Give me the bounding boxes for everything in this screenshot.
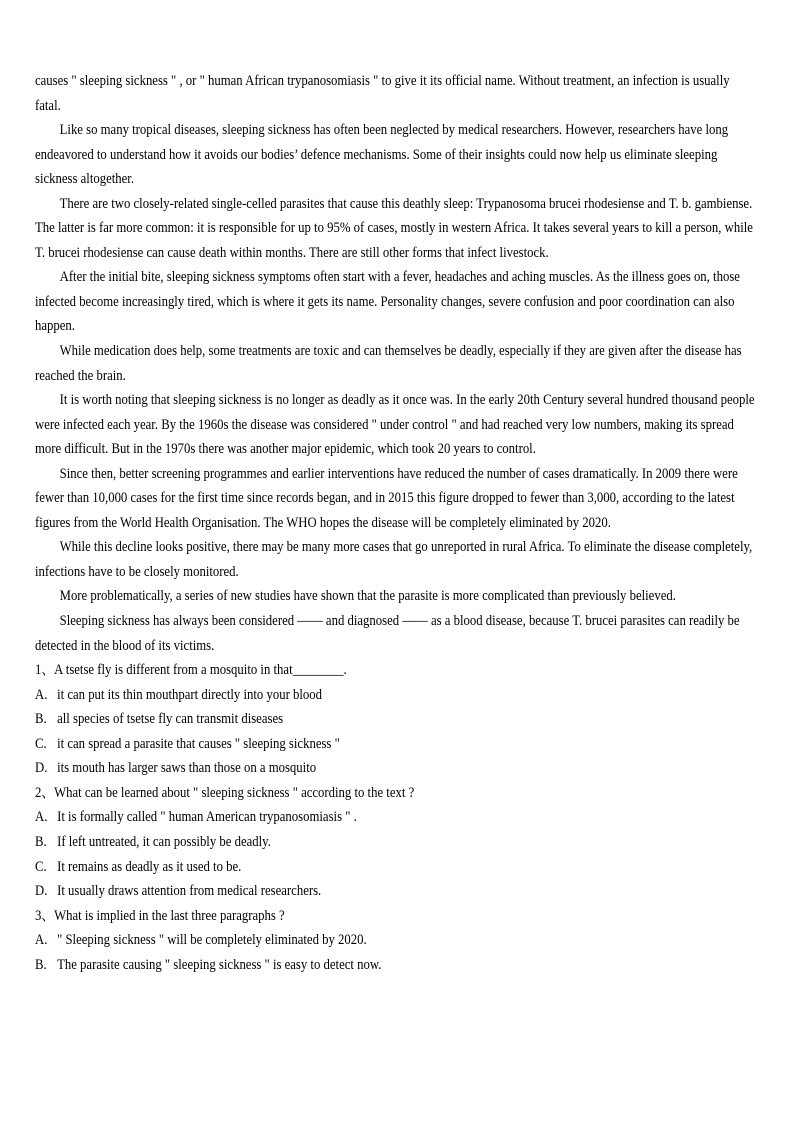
option-letter: A. [35, 809, 48, 826]
article-paragraph: causes " sleeping sickness " , or " human African trypanosomiasis " to give it its official name. Without treatment, an infection is usually fatal. [35, 73, 730, 114]
option-letter: A. [35, 932, 48, 949]
article-paragraph: While this decline looks positive, there may be many more cases that go unreported in rural Africa. To eliminate the disease completely, infections have to be closely monitored. [35, 539, 753, 580]
reading-passage [35, 69, 757, 977]
question-option [35, 732, 757, 757]
question-prompt: 1、A tsetse fly is different from a mosquito in that________. [35, 662, 347, 679]
option-text: It is formally called " human American trypanosomiasis " . [57, 809, 357, 826]
option-text: If left untreated, it can possibly be deadly. [57, 833, 271, 850]
question-option [35, 879, 757, 904]
question-option [35, 830, 757, 855]
option-letter: B. [35, 833, 47, 850]
option-letter: C. [35, 735, 47, 752]
question-block-1 [35, 658, 757, 781]
question-option [35, 707, 757, 732]
question-option [35, 855, 757, 880]
question-prompt: 2、What can be learned about " sleeping sickness " according to the text ? [35, 784, 415, 801]
option-text: It remains as deadly as it used to be. [57, 858, 242, 875]
question-block-2 [35, 781, 757, 904]
article-paragraph: Like so many tropical diseases, sleeping sickness has often been neglected by medical researchers. However, researchers have long endeavored to understand how it avoids our bodies’ defence mechanisms. Some of their insights could now help us eliminate sleeping sickness altogether. [35, 122, 729, 188]
option-letter: A. [35, 686, 48, 703]
question-option [35, 756, 757, 781]
option-letter: C. [35, 858, 47, 875]
question-option [35, 953, 757, 978]
option-text: " Sleeping sickness " will be completely eliminated by 2020. [57, 932, 367, 949]
option-text: The parasite causing " sleeping sickness " is easy to detect now. [57, 956, 382, 973]
option-text: its mouth has larger saws than those on a mosquito [57, 760, 317, 777]
question-option [35, 928, 757, 953]
question-prompt: 3、What is implied in the last three paragraphs ? [35, 907, 285, 924]
option-letter: D. [35, 760, 48, 777]
option-text: it can spread a parasite that causes " sleeping sickness " [57, 735, 340, 752]
option-letter: D. [35, 883, 48, 900]
article-paragraph: More problematically, a series of new studies have shown that the parasite is more complicated than previously believed. [59, 588, 676, 605]
option-letter: B. [35, 711, 47, 728]
article-paragraph: After the initial bite, sleeping sickness symptoms often start with a fever, headaches and aching muscles. As the illness goes on, those infected become increasingly tired, which is where it gets its name. Personality changes, severe confusion and poor coordination can also happen. [35, 269, 740, 335]
option-text: it can put its thin mouthpart directly into your blood [57, 686, 323, 703]
option-text: all species of tsetse fly can transmit diseases [57, 711, 284, 728]
question-block-3 [35, 904, 757, 978]
option-letter: B. [35, 956, 47, 973]
article-paragraph: There are two closely-related single-celled parasites that cause this deathly sleep: Trypanosoma brucei rhodesiense and T. b. gambiense. The latter is far more common: it is responsible for up to 95% of cases, mostly in western Africa. It takes several years to kill a person, while T. brucei rhodesiense can cause death within months. There are still other forms that infect livestock. [35, 195, 753, 261]
question-option [35, 683, 757, 708]
question-option [35, 805, 757, 830]
article-paragraph: Sleeping sickness has always been considered —— and diagnosed —— as a blood disease, because T. brucei parasites can readily be detected in the blood of its victims. [35, 613, 740, 654]
option-text: It usually draws attention from medical researchers. [57, 883, 322, 900]
article-paragraph: It is worth noting that sleeping sickness is no longer as deadly as it once was. In the early 20th Century several hundred thousand people were infected each year. By the 1960s the disease was considered " under control " and had reached very low numbers, making its spread more difficult. But in the 1970s there was another major epidemic, which took 20 years to control. [35, 392, 755, 458]
article-paragraph: While medication does help, some treatments are toxic and can themselves be deadly, especially if they are given after the disease has reached the brain. [35, 343, 742, 384]
article-paragraph: Since then, better screening programmes and earlier interventions have reduced the number of cases dramatically. In 2009 there were fewer than 10,000 cases for the first time since records began, and in 2015 this figure dropped to fewer than 3,000, according to the latest figures from the World Health Organisation. The WHO hopes the disease will be completely eliminated by 2020. [35, 465, 738, 531]
